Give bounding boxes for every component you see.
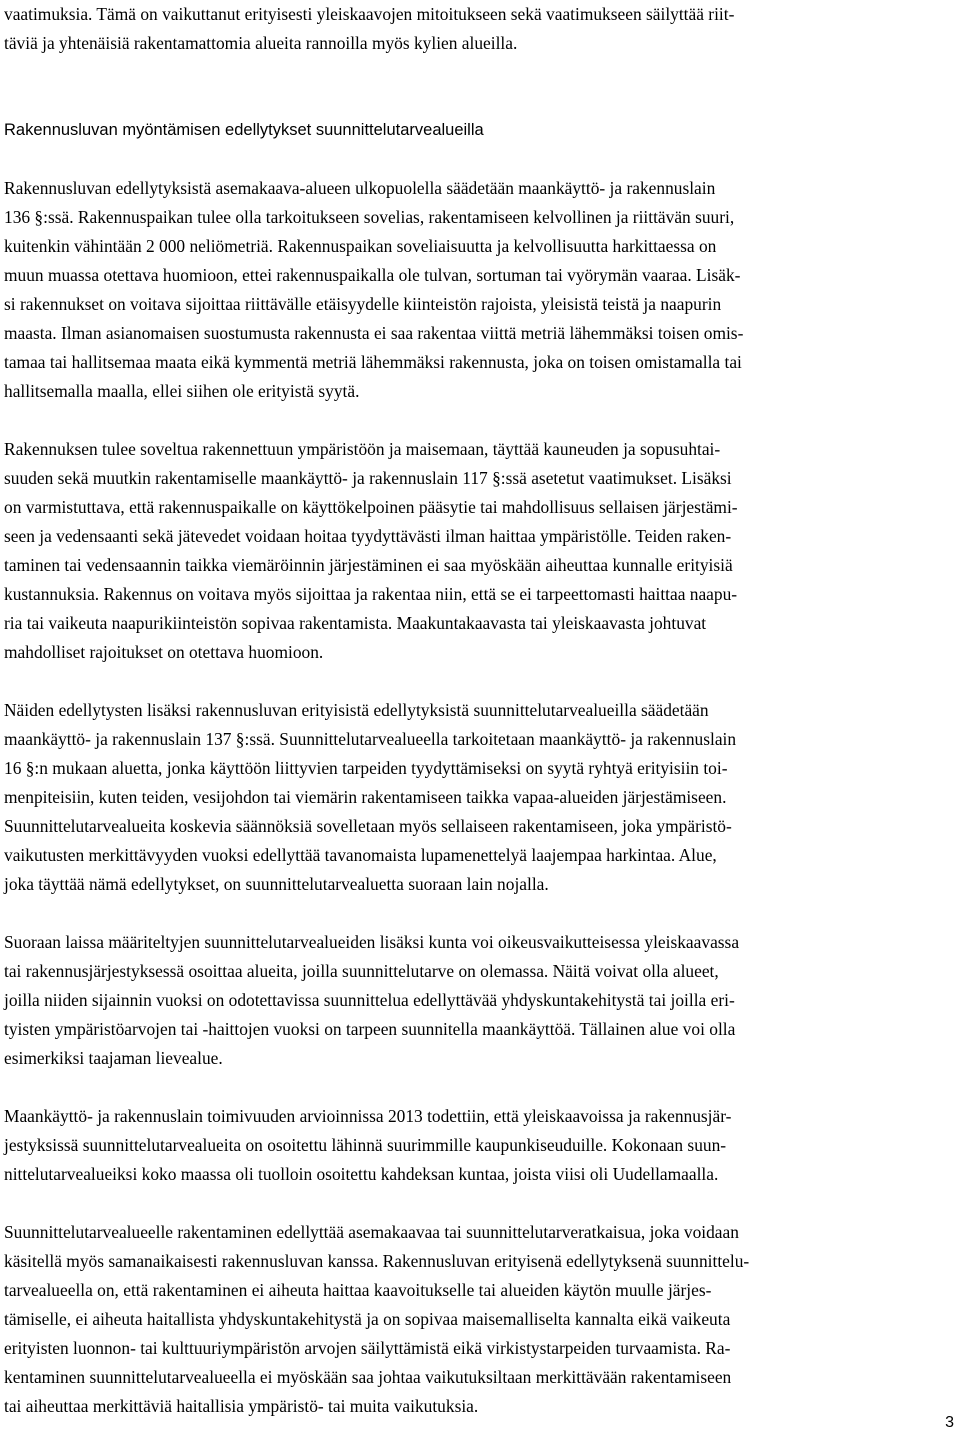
text-line: täviä ja yhtenäisiä rakentamattomia alueita rannoilla myös kylien alueilla.: [4, 33, 518, 53]
paragraph-2: [4, 435, 954, 667]
text-line: jestyksissä suunnittelutarvealueita on osoitettu lähinnä suurimmille kaupunkiseuduille. Kokonaan suun-: [4, 1135, 727, 1155]
text-line: Suunnittelutarvealueelle rakentaminen edellyttää asemakaavaa tai suunnittelutarveratkaisua, joka voidaan: [4, 1222, 739, 1242]
text-line: hallitsemalla maalla, ellei siihen ole erityistä syytä.: [4, 381, 360, 401]
text-line: vaikutusten merkittävyyden vuoksi edellyttää tavanomaista lupamenettelyä laajempaa harkintaa. Alue,: [4, 845, 717, 865]
text-line: tämiselle, ei aiheuta haitallista yhdyskuntakehitystä ja on sopivaa maisemalliselta kannalta eikä vaikeuta: [4, 1309, 731, 1329]
paragraph-5: [4, 1102, 954, 1189]
paragraph-3: [4, 696, 954, 899]
text-line: seen ja vedensaanti sekä jätevedet voidaan hoitaa tyydyttävästi ilman haittaa ympäristölle. Teiden raken-: [4, 526, 732, 546]
intro-paragraph: [4, 0, 954, 58]
text-line: maankäyttö- ja rakennuslain 137 §:ssä. Suunnittelutarvealueella tarkoitetaan maankäyttö- ja rakennuslain: [4, 729, 737, 749]
text-line: tai aiheuttaa merkittäviä haitallisia ympäristö- tai muita vaikutuksia.: [4, 1396, 479, 1416]
section-heading: [4, 116, 954, 145]
text-line: nittelutarvealueiksi koko maassa oli tuolloin osoitettu kahdeksan kuntaa, joista viisi oli Uudellamaalla.: [4, 1164, 719, 1184]
paragraph-6: [4, 1218, 954, 1421]
text-line: erityisten luonnon- tai kulttuuriympäristön arvojen säilyttämistä eikä virkistystarpeiden turvaamista. Ra-: [4, 1338, 731, 1358]
text-line: tyisten ympäristöarvojen tai -haittojen vuoksi on tarpeen suunnitella maankäyttöä. Tällainen alue voi olla: [4, 1019, 736, 1039]
text-line: Suunnittelutarvealueita koskevia säännöksiä sovelletaan myös sellaiseen rakentamiseen, joka ympäristö-: [4, 816, 732, 836]
text-line: suuden sekä muutkin rakentamiselle maankäyttö- ja rakennuslain 117 §:ssä asetetut vaatimukset. Lisäksi: [4, 468, 732, 488]
page-number: 3: [945, 1414, 954, 1431]
text-line: kuitenkin vähintään 2 000 neliömetriä. Rakennuspaikan soveliaisuutta ja kelvollisuutta harkittaessa on: [4, 236, 717, 256]
document-page: [4, 0, 954, 1421]
text-line: maasta. Ilman asianomaisen suostumusta rakennusta ei saa rakentaa viittä metriä lähemmäksi toisen omis-: [4, 323, 744, 343]
text-line: mahdolliset rajoitukset on otettava huomioon.: [4, 642, 324, 662]
text-line: kentaminen suunnittelutarvealueella ei myöskään saa johtaa vaikutuksiltaan merkittävään rakentamiseen: [4, 1367, 732, 1387]
text-line: Rakennusluvan edellytyksistä asemakaava-alueen ulkopuolella säädetään maankäyttö- ja rakennuslain: [4, 178, 716, 198]
text-line: tarvealueella on, että rakentaminen ei aiheuta haittaa kaavoitukselle tai alueiden käytön muulle järjes-: [4, 1280, 712, 1300]
text-line: 136 §:ssä. Rakennuspaikan tulee olla tarkoitukseen sovelias, rakentamiseen kelvollinen ja riittävän suuri,: [4, 207, 735, 227]
text-line: on varmistuttava, että rakennuspaikalle on käyttökelpoinen pääsytie tai mahdollisuus sellaisen järjestämi-: [4, 497, 738, 517]
heading-text: Rakennusluvan myöntämisen edellytykset suunnittelutarvealueilla: [4, 121, 484, 139]
text-line: kustannuksia. Rakennus on voitava myös sijoittaa ja rakentaa niin, että se ei tarpeettomasti haittaa naapu-: [4, 584, 738, 604]
text-line: Rakennuksen tulee soveltua rakennettuun ympäristöön ja maisemaan, täyttää kauneuden ja sopusuhtai-: [4, 439, 721, 459]
text-line: si rakennukset on voitava sijoittaa riittävälle etäisyydelle kiinteistön rajoista, yleisistä teistä ja naapurin: [4, 294, 722, 314]
text-line: tamaa tai hallitsemaa maata eikä kymmentä metriä lähemmäksi rakennusta, joka on toisen omistamalla tai: [4, 352, 742, 372]
text-line: taminen tai vedensaannin taikka viemäröinnin järjestäminen ei saa myöskään aiheuttaa kunnalle erityisiä: [4, 555, 733, 575]
paragraph-1: [4, 174, 954, 406]
text-line: Suoraan laissa määriteltyjen suunnittelutarvealueiden lisäksi kunta voi oikeusvaikutteisessa yleiskaavassa: [4, 932, 740, 952]
text-line: menpiteisiin, kuten teiden, vesijohdon tai viemärin rakentamiseen taikka vapaa-alueiden järjestämiseen.: [4, 787, 727, 807]
text-line: Maankäyttö- ja rakennuslain toimivuuden arvioinnissa 2013 todettiin, että yleiskaavoissa ja rakennusjär-: [4, 1106, 732, 1126]
text-line: ria tai vaikeuta naapurikiinteistön sopivaa rakentamista. Maakuntakaavasta tai yleiskaavasta johtuvat: [4, 613, 707, 633]
text-line: joilla niiden sijainnin vuoksi on odotettavissa suunnittelua edellyttävää yhdyskuntakehitystä tai joilla eri-: [4, 990, 735, 1010]
text-line: joka täyttää nämä edellytykset, on suunnittelutarvealuetta suoraan lain nojalla.: [4, 874, 549, 894]
text-line: vaatimuksia. Tämä on vaikuttanut erityisesti yleiskaavojen mitoitukseen sekä vaatimukseen säilyttää riit-: [4, 4, 735, 24]
text-line: esimerkiksi taajaman lievealue.: [4, 1048, 223, 1068]
text-line: tai rakennusjärjestyksessä osoittaa alueita, joilla suunnittelutarve on olemassa. Näitä voivat olla alueet,: [4, 961, 719, 981]
text-line: 16 §:n mukaan aluetta, jonka käyttöön liittyvien tarpeiden tyydyttämiseksi on syytä ryhtyä erityisiin toi-: [4, 758, 728, 778]
text-line: muun muassa otettava huomioon, ettei rakennuspaikalla ole tulvan, sortuman tai vyörymän vaaraa. Lisäk-: [4, 265, 741, 285]
text-line: käsitellä myös samanaikaisesti rakennusluvan kanssa. Rakennusluvan erityisenä edellytyksenä suunnittelu-: [4, 1251, 750, 1271]
paragraph-4: [4, 928, 954, 1073]
text-line: Näiden edellytysten lisäksi rakennusluvan erityisistä edellytyksistä suunnittelutarvealueilla säädetään: [4, 700, 709, 720]
